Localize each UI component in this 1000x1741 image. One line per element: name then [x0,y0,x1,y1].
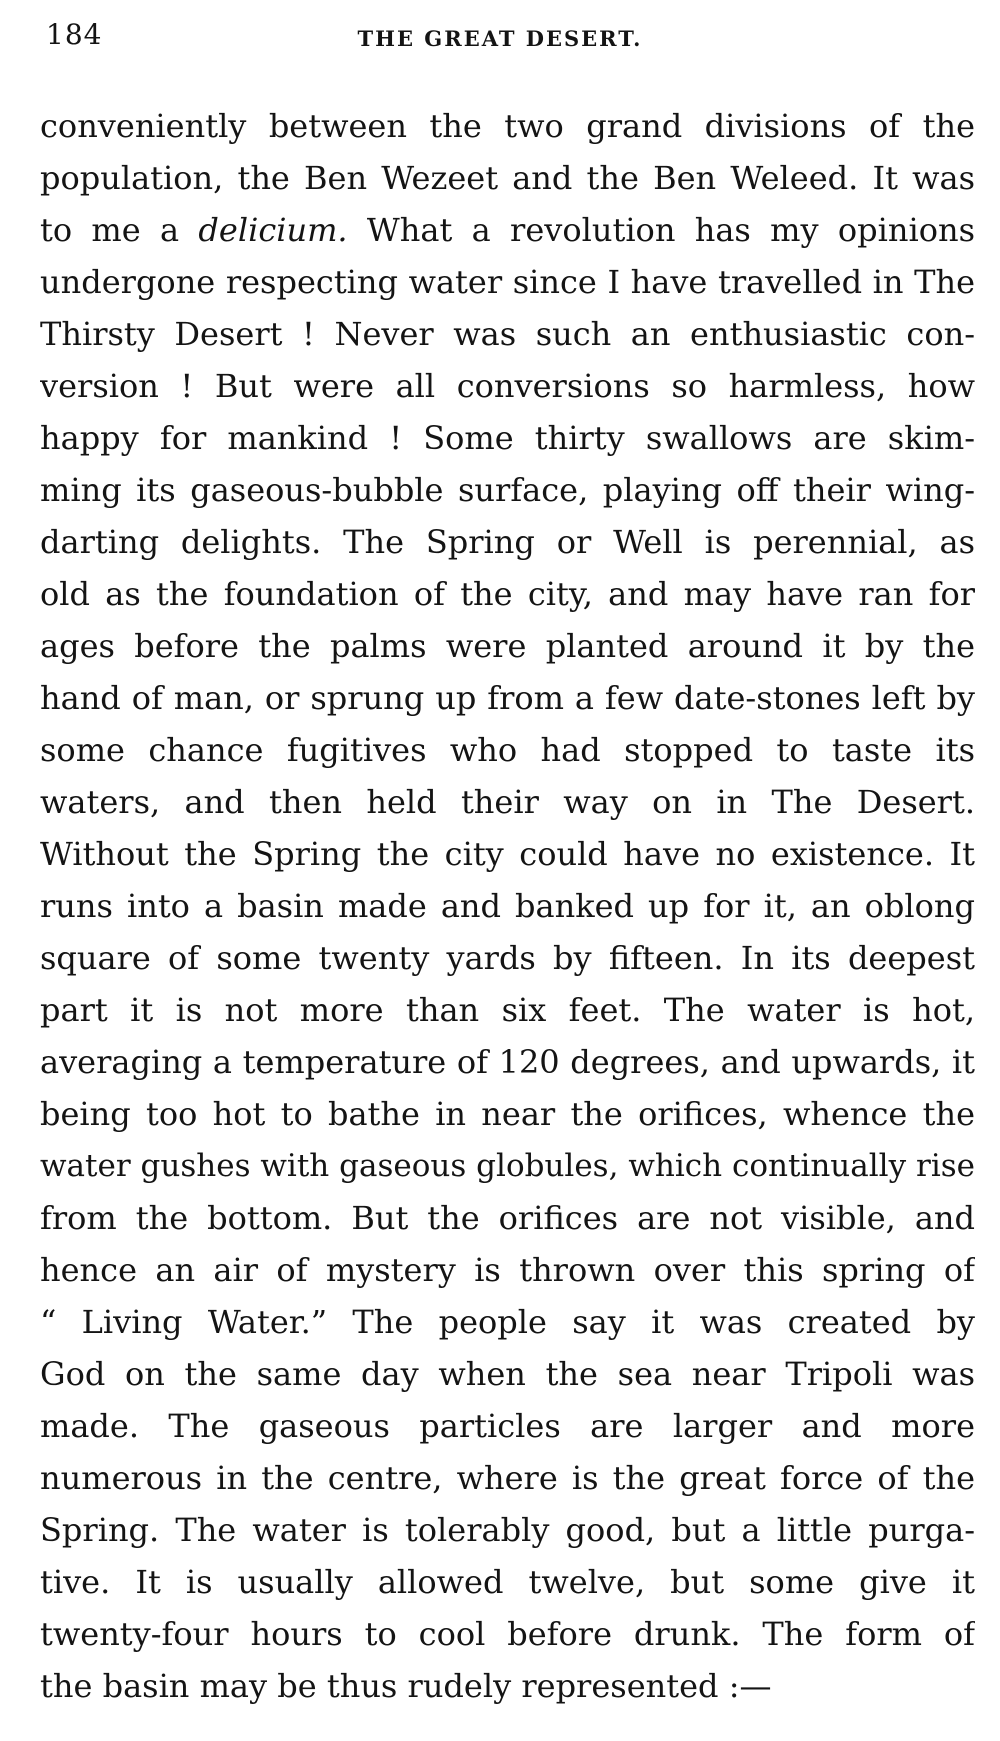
page-number: 184 [46,18,103,51]
text-line: being too hot to bathe in near the orifices, whence the [40,1095,975,1133]
text-line: some chance fugitives who had stopped to taste its [40,731,975,769]
text-line: averaging a temperature of 120 degrees, and upwards, it [40,1043,975,1081]
text-line: happy for mankind ! Some thirty swallows are skim- [40,419,975,457]
text-line: tive. It is usually allowed twelve, but some give it [40,1563,975,1601]
text-line: runs into a basin made and banked up for it, an oblong [40,887,975,925]
text-line: square of some twenty yards by fifteen. In its deepest [40,939,975,977]
text-line: waters, and then held their way on in The Desert. [40,783,975,821]
text-line [40,204,975,256]
text-line: water gushes with gaseous globules, which continually rise [40,1148,975,1184]
text-line: God on the same day when the sea near Tripoli was [40,1355,975,1393]
text-line: made. The gaseous particles are larger and more [40,1407,975,1445]
text-line: Spring. The water is tolerably good, but a little purga- [40,1511,975,1549]
text-segment: What a revolution has my opinions [347,211,975,249]
text-line: Without the Spring the city could have no existence. It [40,835,975,873]
text-line: darting delights. The Spring or Well is perennial, as [40,523,975,561]
text-segment: to me a [40,211,199,249]
text-line: “ Living Water.” The people say it was created by [40,1303,975,1341]
italic-word: delicium. [198,211,348,249]
text-line: hand of man, or sprung up from a few date-stones left by [40,679,975,717]
text-line: from the bottom. But the orifices are not visible, and [40,1199,975,1237]
text-line: numerous in the centre, where is the great force of the [40,1459,975,1497]
text-line: conveniently between the two grand divisions of the [40,107,975,145]
running-head: THE GREAT DESERT. [357,26,643,51]
text-line: part it is not more than six feet. The water is hot, [40,991,975,1029]
text-line: ages before the palms were planted around it by the [40,627,975,665]
text-line: twenty-four hours to cool before drunk. The form of [40,1615,975,1653]
text-line: old as the foundation of the city, and may have ran for [40,575,975,613]
body-text [40,100,975,1712]
text-line-last: the basin may be thus rudely represented :— [40,1667,772,1705]
text-line: undergone respecting water since I have travelled in The [40,263,975,301]
text-line: population, the Ben Wezeet and the Ben Weleed. It was [40,159,975,197]
text-line: version ! But were all conversions so harmless, how [40,367,975,405]
text-line: ming its gaseous-bubble surface, playing off their wing- [40,471,975,509]
text-line: Thirsty Desert ! Never was such an enthusiastic con- [40,315,975,353]
text-line: hence an air of mystery is thrown over this spring of [40,1251,975,1289]
